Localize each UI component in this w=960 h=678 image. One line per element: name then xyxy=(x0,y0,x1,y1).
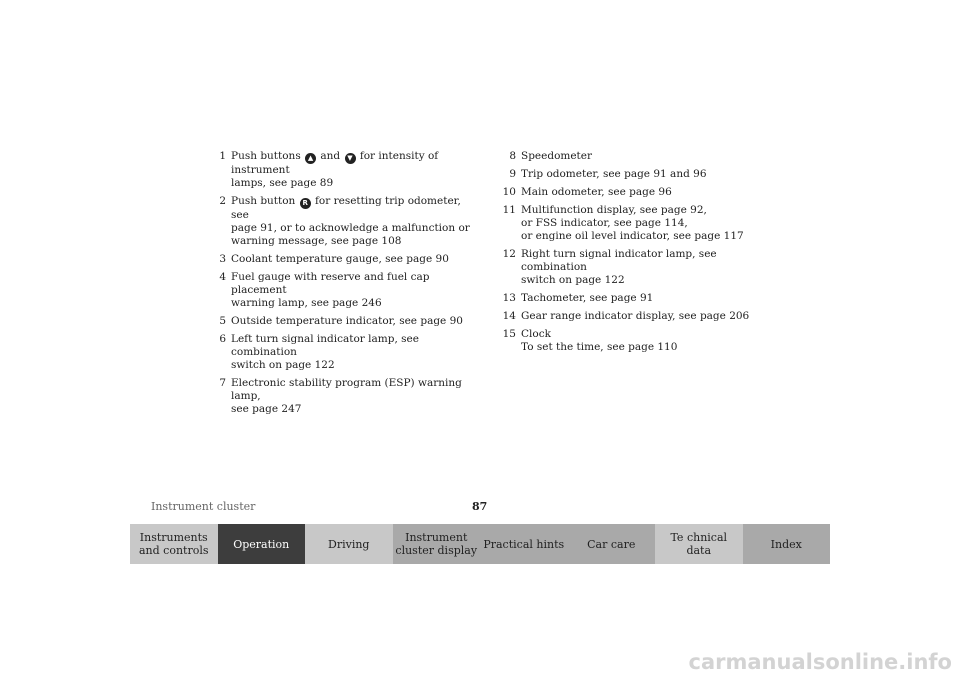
item-number: 4 xyxy=(219,271,226,283)
tab-car-care[interactable]: Car care xyxy=(568,524,656,564)
arrow-down-button-icon: ▼ xyxy=(345,153,356,164)
list-item: 12 Right turn signal indicator lamp, see combination switch on page 122 xyxy=(496,248,766,287)
list-item: 15 Clock To set the time, see page 110 xyxy=(496,328,766,354)
list-item: 3 Coolant temperature gauge, see page 90 xyxy=(206,253,476,266)
left-column xyxy=(206,150,476,421)
chapter-nav xyxy=(130,524,830,564)
list-item: 14 Gear range indicator display, see page 206 xyxy=(496,310,766,323)
list-item: 4 Fuel gauge with reserve and fuel cap placement warning lamp, see page 246 xyxy=(206,271,476,310)
tab-practical-hints[interactable]: Practical hints xyxy=(480,524,568,564)
list-item: 6 Left turn signal indicator lamp, see combination switch on page 122 xyxy=(206,333,476,372)
tab-technical-data[interactable]: Te chnical data xyxy=(655,524,743,564)
page-number: 87 xyxy=(472,500,488,513)
list-item: 10 Main odometer, see page 96 xyxy=(496,186,766,199)
item-number: 13 xyxy=(502,292,516,304)
item-number: 14 xyxy=(502,310,516,322)
section-title: Instrument cluster xyxy=(151,500,256,513)
item-number: 10 xyxy=(502,186,516,198)
list-item: 13 Tachometer, see page 91 xyxy=(496,292,766,305)
item-number: 5 xyxy=(219,315,226,327)
right-column xyxy=(496,150,766,359)
list-item: 7 Electronic stability program (ESP) warning lamp, see page 247 xyxy=(206,377,476,416)
item-number: 8 xyxy=(509,150,516,162)
tab-instrument-cluster-display[interactable]: Instrument cluster display xyxy=(393,524,481,564)
item-number: 12 xyxy=(502,248,516,260)
item-number: 2 xyxy=(219,195,226,207)
item-number: 9 xyxy=(509,168,516,180)
arrow-up-button-icon: ▲ xyxy=(305,153,316,164)
reset-button-icon: R xyxy=(300,198,311,209)
item-number: 3 xyxy=(219,253,226,265)
list-item: 8 Speedometer xyxy=(496,150,766,163)
list-item: 11 Multifunction display, see page 92, or FSS indicator, see page 114, or engine oil level indicator, see page 117 xyxy=(496,204,766,243)
tab-operation[interactable]: Operation xyxy=(218,524,306,564)
list-item: 9 Trip odometer, see page 91 and 96 xyxy=(496,168,766,181)
list-item: 2 Push button R for resetting trip odometer, see page 91, or to acknowledge a malfunction or warning message, see page 108 xyxy=(206,195,476,248)
tab-instruments-and-controls[interactable]: Instruments and controls xyxy=(130,524,218,564)
item-number: 7 xyxy=(219,377,226,389)
tab-driving[interactable]: Driving xyxy=(305,524,393,564)
item-number: 11 xyxy=(502,204,516,216)
list-item: 1 Push buttons ▲ and ▼ for intensity of instrument lamps, see page 89 xyxy=(206,150,476,190)
item-number: 6 xyxy=(219,333,226,345)
watermark: carmanualsonline.info xyxy=(688,650,952,674)
item-number: 15 xyxy=(502,328,516,340)
tab-index[interactable]: Index xyxy=(743,524,831,564)
item-number: 1 xyxy=(219,150,226,162)
list-item: 5 Outside temperature indicator, see page 90 xyxy=(206,315,476,328)
